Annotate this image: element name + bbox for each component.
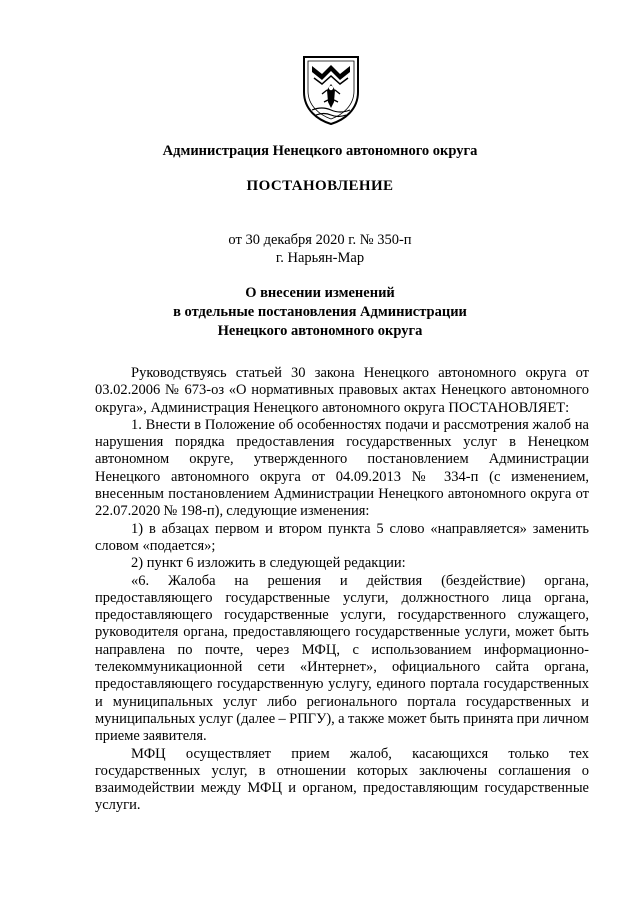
subitem-2-paragraph: 2) пункт 6 изложить в следующей редакции: bbox=[131, 555, 406, 572]
document-type: ПОСТАНОВЛЕНИЕ bbox=[246, 178, 394, 194]
document-body bbox=[95, 365, 589, 815]
subject-line-3: Ненецкого автономного округа bbox=[217, 323, 423, 339]
document-date-number: от 30 декабря 2020 г. № 350-п bbox=[228, 232, 412, 248]
document-subject bbox=[60, 284, 580, 341]
subject-line-2: в отдельные постановления Администрации bbox=[173, 304, 467, 320]
subject-line-1: О внесении изменений bbox=[245, 285, 395, 301]
quoted-mfc-paragraph: МФЦ осуществляет прием жалоб, касающихся только тех государственных услуг, в отношении которых заключены соглашения о взаимодействии между МФЦ и органом, предоставляющим государственные услуги. bbox=[95, 745, 589, 814]
coat-of-arms-icon bbox=[300, 54, 362, 126]
document-city: г. Нарьян-Мар bbox=[275, 250, 365, 266]
item-1-paragraph: 1. Внести в Положение об особенностях подачи и рассмотрения жалоб на нарушения порядка предоставления государственных услуг в Ненецком автономном округе, утвержденного постановлением Администрации Ненецкого автономного округа от 04.09.2013 № 334-п (с изменением, внесенным постановлением Администрации Ненецкого автономного округа от 22.07.2020 № 198-п), следующие изменения: bbox=[95, 416, 589, 520]
subitem-1-paragraph: 1) в абзацах первом и втором пункта 5 слово «направляется» заменить словом «подается»; bbox=[95, 520, 589, 554]
quoted-clause-6-paragraph: «6. Жалоба на решения и действия (бездействие) органа, предоставляющего государственные услуги, должностного лица органа, предоставляющего государственные услуги, государственного служащего, руководителя органа, предоставляющего государственные услуги, может быть направлена по почте, через МФЦ, с использованием информационно-телекоммуникационной сети «Интернет», официального сайта органа, предоставляющего государственную услугу, единого портала государственных и муниципальных услуг либо регионального портала государственных и муниципальных услуг (далее – РПГУ), а также может быть принята при личном приеме заявителя. bbox=[95, 572, 589, 745]
organization-title: Администрация Ненецкого автономного округа bbox=[162, 143, 478, 159]
preamble-paragraph: Руководствуясь статьей 30 закона Ненецкого автономного округа от 03.02.2006 № 673-оз «О нормативных правовых актах Ненецкого автономного округа», Администрация Ненецкого автономного округа ПОСТАНОВЛЯЕТ: bbox=[95, 365, 589, 416]
